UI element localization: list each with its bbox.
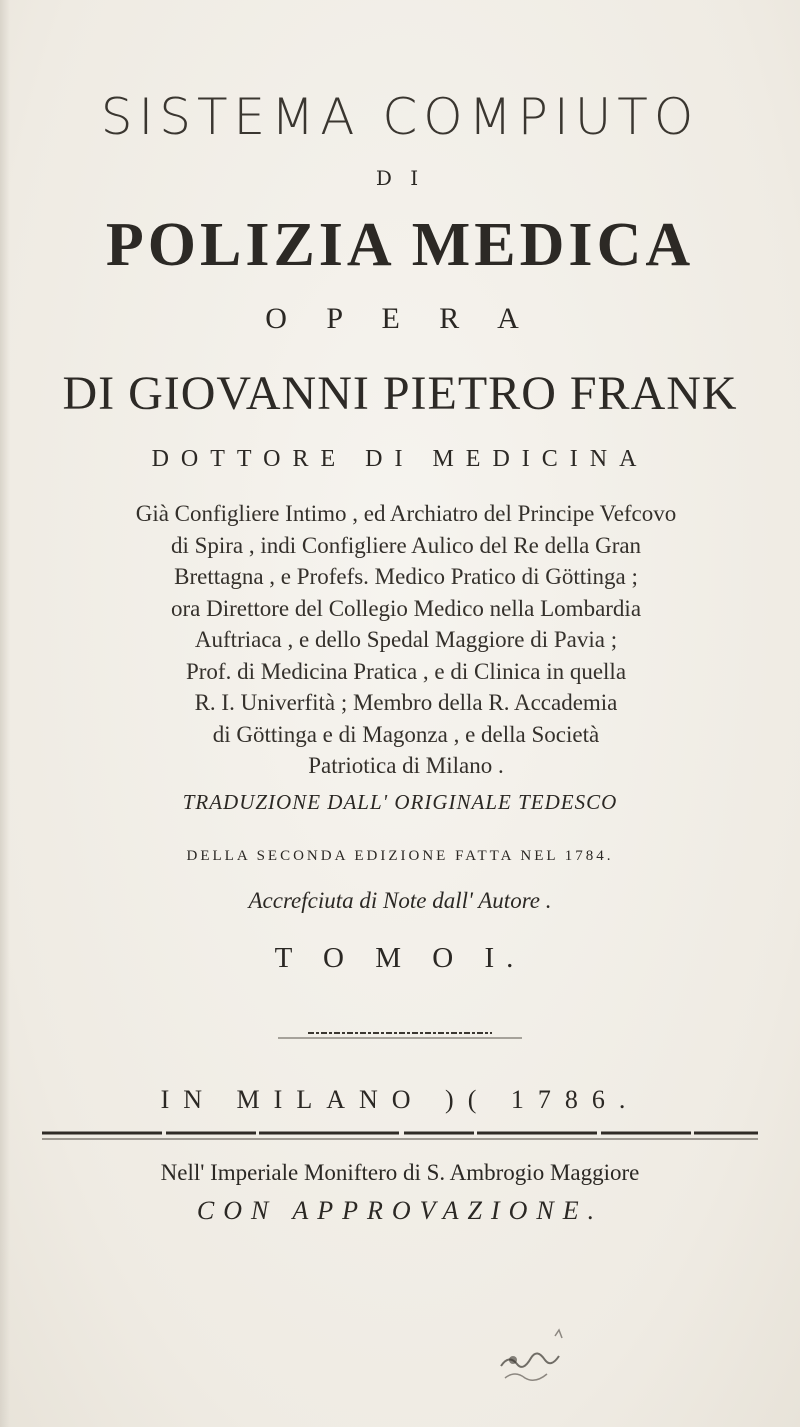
- translation-note: TRADUZIONE DALL' ORIGINALE TEDESCO: [182, 790, 618, 814]
- author-degree: DOTTORE DI MEDICINA: [151, 446, 649, 472]
- credentials-line: Prof. di Medicina Pratica , e di Clinica in quella: [185, 658, 627, 684]
- credentials-line: R. I. Univerfità ; Membro della R. Accademia: [194, 690, 618, 715]
- imprint-line: IN MILANO )( 1786.: [160, 1085, 640, 1114]
- credentials-line: di Spira , indi Configliere Aulico del Re della Gran: [170, 532, 642, 558]
- credentials-line: di Göttinga e di Magonza , e della Società: [212, 721, 600, 747]
- title-line-polizia-medica: POLIZIA MEDICA: [105, 211, 695, 279]
- title-line-di: D I: [375, 166, 425, 190]
- author-name: DI GIOVANNI PIETRO FRANK: [62, 367, 738, 420]
- credentials-line: Già Configliere Intimo , ed Archiatro del Principe Vefcovo: [135, 501, 677, 526]
- ornament-rule-top: [0, 1030, 800, 1040]
- credentials-line: Brettagna , e Profefs. Medico Pratico di Göttinga ;: [174, 564, 638, 589]
- author-credentials: [56, 498, 756, 782]
- double-rule: [0, 1130, 800, 1142]
- library-stamp-mark: [495, 1322, 575, 1392]
- title-line-opera: O P E R A: [265, 302, 535, 335]
- approval-line: CON APPROVAZIONE.: [196, 1196, 604, 1225]
- title-line-sistema: SISTEMA COMPIUTO: [100, 88, 700, 146]
- volume-label: T O M O I.: [274, 942, 526, 974]
- credentials-line: Patriotica di Milano .: [308, 753, 504, 778]
- credentials-line: Auftriaca , e dello Spedal Maggiore di Pavia ;: [194, 627, 618, 652]
- printer-line: Nell' Imperiale Moniftero di S. Ambrogio Maggiore: [160, 1160, 640, 1185]
- edition-note: DELLA SECONDA EDIZIONE FATTA NEL 1784.: [186, 848, 614, 864]
- credentials-line: ora Direttore del Collegio Medico nella Lombardia: [170, 595, 642, 621]
- notes-line: Accrefciuta di Note dall' Autore .: [248, 888, 552, 913]
